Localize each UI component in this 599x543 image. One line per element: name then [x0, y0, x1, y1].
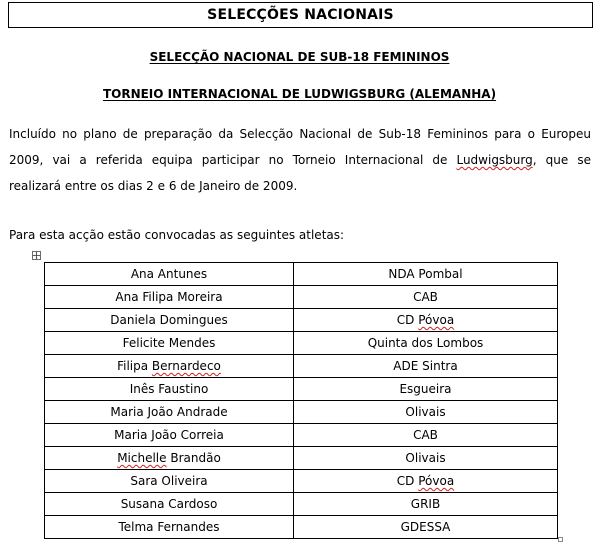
- team-heading: SELECÇÃO NACIONAL DE SUB-18 FEMININOS: [149, 50, 450, 64]
- paragraph-line-3: realizará entre os dias 2 e 6 de Janeiro de 2009.: [9, 179, 298, 193]
- club-cell[interactable]: ADE Sintra: [294, 355, 558, 378]
- name-last: Brandão: [166, 451, 221, 465]
- paragraph-line-2-start: 2009, vai a referida equipa participar no Torneio Internacional de: [9, 153, 457, 167]
- athlete-name-cell[interactable]: Ana Antunes: [45, 263, 294, 286]
- club-cell[interactable]: CAB: [294, 424, 558, 447]
- table-row: [45, 286, 558, 309]
- table-row: [45, 378, 558, 401]
- table-row: [45, 332, 558, 355]
- athletes-table: [44, 262, 558, 539]
- club-cell[interactable]: [294, 309, 558, 332]
- club-prefix: CD: [396, 474, 419, 488]
- table-row: [45, 401, 558, 424]
- club-cell[interactable]: GRIB: [294, 493, 558, 516]
- table-resize-handle[interactable]: [558, 537, 563, 542]
- athlete-name-cell[interactable]: Felicite Mendes: [45, 332, 294, 355]
- club-prefix: CD: [396, 313, 419, 327]
- athlete-name-cell[interactable]: [45, 355, 294, 378]
- club-cell[interactable]: CAB: [294, 286, 558, 309]
- table-row: [45, 309, 558, 332]
- section-banner: SELECÇÕES NACIONAIS: [8, 2, 593, 28]
- spellcheck-word[interactable]: Póvoa: [418, 474, 455, 488]
- athlete-name-cell[interactable]: Daniela Domingues: [45, 309, 294, 332]
- paragraph-line-1: Incluído no plano de preparação da Selecção Nacional de Sub-18 Femininos para o Europeu: [9, 127, 591, 141]
- athlete-name-cell[interactable]: Maria João Andrade: [45, 401, 294, 424]
- call-up-intro: Para esta acção estão convocadas as seguintes atletas:: [9, 228, 345, 242]
- paragraph-line-2-end: , que se: [532, 153, 591, 167]
- athlete-name-cell[interactable]: Ana Filipa Moreira: [45, 286, 294, 309]
- spellcheck-word[interactable]: Bernardeco: [151, 359, 221, 373]
- tournament-heading: TORNEIO INTERNACIONAL DE LUDWIGSBURG (ALEMANHA): [102, 87, 497, 101]
- table-row: [45, 493, 558, 516]
- athlete-name-cell[interactable]: Inês Faustino: [45, 378, 294, 401]
- athlete-name-cell[interactable]: Susana Cardoso: [45, 493, 294, 516]
- table-row: [45, 470, 558, 493]
- club-cell[interactable]: Quinta dos Lombos: [294, 332, 558, 355]
- table-row: [45, 263, 558, 286]
- club-cell[interactable]: [294, 470, 558, 493]
- club-cell[interactable]: Esgueira: [294, 378, 558, 401]
- athlete-name-cell[interactable]: Maria João Correia: [45, 424, 294, 447]
- athlete-name-cell[interactable]: Telma Fernandes: [45, 516, 294, 539]
- name-first: Filipa: [117, 359, 152, 373]
- spellcheck-word[interactable]: Michelle: [117, 451, 167, 465]
- table-row: [45, 355, 558, 378]
- spellcheck-word[interactable]: Ludwigsburg: [456, 153, 533, 167]
- table-move-handle-icon[interactable]: [32, 251, 41, 260]
- club-cell[interactable]: Olivais: [294, 447, 558, 470]
- club-cell[interactable]: NDA Pombal: [294, 263, 558, 286]
- spellcheck-word[interactable]: Póvoa: [418, 313, 455, 327]
- table-row: [45, 516, 558, 539]
- paragraph-line-2: [9, 147, 591, 173]
- club-cell[interactable]: GDESSA: [294, 516, 558, 539]
- table-row: [45, 447, 558, 470]
- athlete-name-cell[interactable]: [45, 447, 294, 470]
- intro-paragraph: [9, 121, 591, 199]
- table-row: [45, 424, 558, 447]
- athlete-name-cell[interactable]: Sara Oliveira: [45, 470, 294, 493]
- club-cell[interactable]: Olivais: [294, 401, 558, 424]
